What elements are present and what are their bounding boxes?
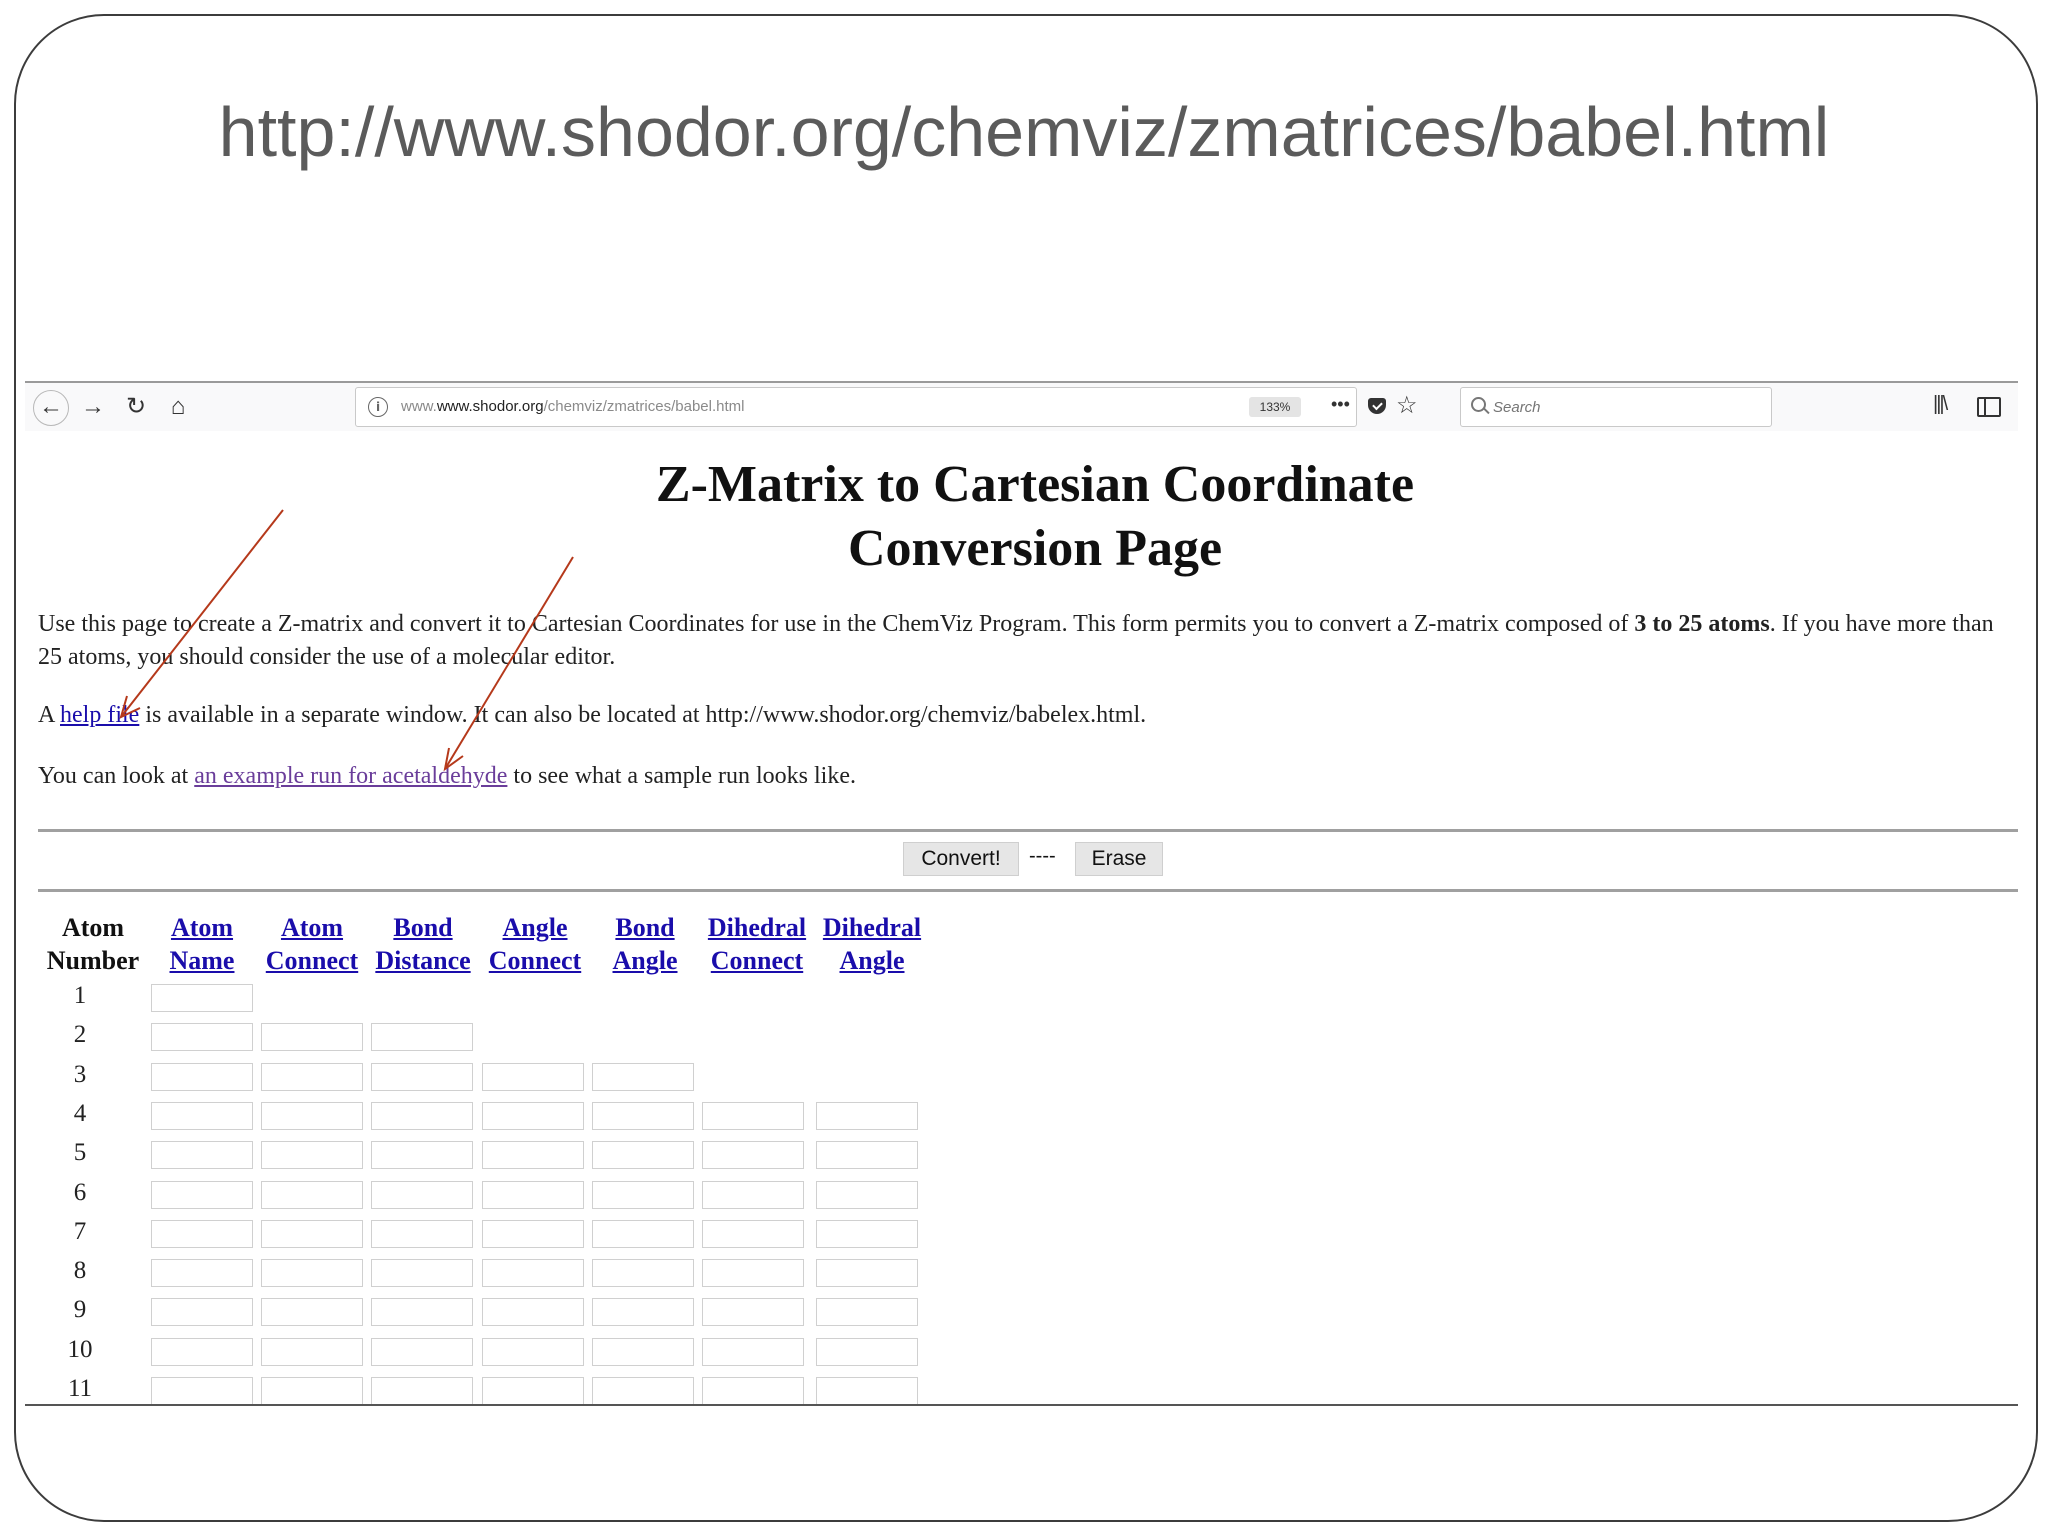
zmatrix-input-dihedral-angle[interactable] (816, 1141, 918, 1169)
zmatrix-input-bond-distance[interactable] (371, 1259, 473, 1287)
zmatrix-input-atom-connect[interactable] (261, 1220, 363, 1248)
divider (38, 889, 2018, 892)
zmatrix-input-bond-distance[interactable] (371, 1063, 473, 1091)
zmatrix-input-bond-distance[interactable] (371, 1102, 473, 1130)
info-icon[interactable]: i (368, 397, 388, 417)
search-input[interactable] (1491, 394, 1765, 420)
zmatrix-input-bond-distance[interactable] (371, 1023, 473, 1051)
example-prefix: You can look at (38, 763, 195, 789)
column-header-7[interactable] (812, 911, 932, 977)
slide-title: http://www.shodor.org/chemviz/zmatrices/babel.html (218, 93, 1830, 171)
atom-number: 6 (73, 1178, 87, 1206)
column-header-link[interactable]: Bond Distance (375, 913, 471, 975)
column-header-6[interactable] (697, 911, 817, 977)
convert-button[interactable]: Convert! (903, 842, 1019, 876)
zmatrix-input-bond-angle[interactable] (592, 1259, 694, 1287)
zmatrix-input-bond-angle[interactable] (592, 1377, 694, 1405)
zmatrix-input-dihedral-angle[interactable] (816, 1298, 918, 1326)
example-run-link[interactable]: an example run for acetaldehyde (194, 763, 508, 789)
zmatrix-input-atom-connect[interactable] (261, 1141, 363, 1169)
zmatrix-input-dihedral-connect[interactable] (702, 1377, 804, 1405)
url-prefix: www. (401, 398, 437, 415)
zmatrix-input-angle-connect[interactable] (482, 1181, 584, 1209)
intro-text-end: . If you have more than 25 atoms, you should consider the use of a molecular editor. (38, 611, 1994, 670)
zmatrix-input-angle-connect[interactable] (482, 1102, 584, 1130)
search-bar[interactable] (1460, 387, 1772, 427)
help-prefix: A (38, 702, 61, 728)
browser-window (25, 381, 2018, 1405)
zmatrix-input-atom-name[interactable] (151, 1298, 253, 1326)
zmatrix-input-bond-angle[interactable] (592, 1298, 694, 1326)
zmatrix-input-angle-connect[interactable] (482, 1063, 584, 1091)
atom-number: 2 (73, 1021, 87, 1049)
zmatrix-input-atom-name[interactable] (151, 1063, 253, 1091)
divider (38, 829, 2018, 832)
search-icon (1471, 397, 1486, 412)
page-heading (25, 453, 2018, 581)
zmatrix-input-atom-connect[interactable] (261, 1102, 363, 1130)
zmatrix-input-atom-connect[interactable] (261, 1063, 363, 1091)
column-header-link[interactable]: Atom Connect (265, 913, 359, 975)
forward-arrow-icon[interactable]: → (81, 393, 105, 420)
zmatrix-input-atom-name[interactable] (151, 984, 253, 1012)
zmatrix-input-dihedral-connect[interactable] (702, 1141, 804, 1169)
zmatrix-input-atom-name[interactable] (151, 1023, 253, 1051)
atom-number: 10 (67, 1335, 93, 1363)
zmatrix-input-bond-angle[interactable] (592, 1338, 694, 1366)
column-header-link[interactable]: Dihedral Angle (822, 913, 922, 975)
zmatrix-input-bond-distance[interactable] (371, 1377, 473, 1405)
zmatrix-input-atom-name[interactable] (151, 1181, 253, 1209)
zmatrix-input-dihedral-connect[interactable] (702, 1220, 804, 1248)
atom-number: 1 (73, 982, 87, 1009)
back-arrow-icon[interactable]: ← (33, 390, 69, 426)
more-actions-icon[interactable]: ••• (1331, 394, 1350, 414)
url-path: /chemviz/zmatrices/babel.html (543, 398, 745, 415)
zmatrix-input-bond-distance[interactable] (371, 1220, 473, 1248)
heading-line-2: Conversion Page (847, 520, 1223, 577)
zmatrix-input-atom-name[interactable] (151, 1220, 253, 1248)
zmatrix-input-atom-connect[interactable] (261, 1181, 363, 1209)
column-header-3[interactable] (368, 911, 478, 977)
zmatrix-input-atom-connect[interactable] (261, 1259, 363, 1287)
zmatrix-input-atom-connect[interactable] (261, 1298, 363, 1326)
zmatrix-input-angle-connect[interactable] (482, 1141, 584, 1169)
zmatrix-input-atom-connect[interactable] (261, 1023, 363, 1051)
help-file-link[interactable]: help file (60, 702, 140, 728)
atom-number: 4 (73, 1099, 87, 1127)
atom-number: 3 (73, 1060, 87, 1088)
zoom-level-badge[interactable]: 133% (1249, 397, 1301, 417)
intro-paragraph (38, 608, 2018, 674)
example-paragraph (38, 760, 2018, 793)
browser-toolbar (25, 381, 2018, 433)
help-paragraph (38, 699, 2018, 732)
zmatrix-input-atom-connect[interactable] (261, 1377, 363, 1405)
zmatrix-input-angle-connect[interactable] (482, 1220, 584, 1248)
atom-number: 11 (67, 1375, 93, 1402)
column-header-2[interactable] (257, 911, 367, 977)
url-host: www.shodor.org (436, 398, 544, 415)
example-suffix: to see what a sample run looks like. (507, 763, 856, 789)
zmatrix-input-dihedral-connect[interactable] (702, 1298, 804, 1326)
home-icon[interactable]: ⌂ (170, 393, 186, 420)
column-header-link[interactable]: Bond Angle (612, 913, 678, 975)
url-bar[interactable] (355, 387, 1418, 427)
zmatrix-input-atom-name[interactable] (151, 1259, 253, 1287)
column-header-1[interactable] (152, 911, 252, 977)
atom-number: 7 (73, 1217, 87, 1245)
zmatrix-input-bond-angle[interactable] (592, 1220, 694, 1248)
zmatrix-input-bond-angle[interactable] (592, 1102, 694, 1130)
zmatrix-input-dihedral-connect[interactable] (702, 1181, 804, 1209)
url-text[interactable] (401, 398, 744, 415)
zmatrix-input-bond-distance[interactable] (371, 1298, 473, 1326)
zmatrix-input-angle-connect[interactable] (482, 1259, 584, 1287)
column-header-link[interactable]: Angle Connect (488, 913, 582, 975)
zmatrix-input-dihedral-angle[interactable] (816, 1338, 918, 1366)
intro-text: Use this page to create a Z-matrix and convert it to Cartesian Coordinates for use in the ChemViz Program. This form permits you to convert a Z-matrix composed of (38, 611, 1635, 637)
column-header-0: Atom Number (46, 913, 140, 975)
reload-icon[interactable]: ↻ (125, 393, 147, 420)
atom-number: 8 (73, 1257, 87, 1285)
sidebar-icon[interactable] (1977, 397, 2001, 417)
erase-button[interactable]: Erase (1075, 842, 1163, 876)
help-suffix: is available in a separate window. It can also be located at http://www.shodor.org/chemviz/babelex.html. (139, 702, 1147, 728)
zmatrix-input-angle-connect[interactable] (482, 1377, 584, 1405)
button-separator: ---- (1029, 845, 1056, 867)
atom-number: 5 (73, 1139, 87, 1167)
zmatrix-input-atom-name[interactable] (151, 1377, 253, 1405)
page-content (25, 431, 2018, 1405)
zmatrix-input-angle-connect[interactable] (482, 1298, 584, 1326)
zmatrix-input-dihedral-connect[interactable] (702, 1102, 804, 1130)
column-header-link[interactable]: Atom Name (169, 913, 235, 975)
atom-range: 3 to 25 atoms (1634, 611, 1770, 637)
zmatrix-input-atom-name[interactable] (151, 1141, 253, 1169)
column-header-link[interactable]: Dihedral Connect (707, 913, 807, 975)
zmatrix-input-dihedral-angle[interactable] (816, 1181, 918, 1209)
zmatrix-input-bond-distance[interactable] (371, 1141, 473, 1169)
column-header-5[interactable] (595, 911, 695, 977)
zmatrix-input-atom-name[interactable] (151, 1102, 253, 1130)
heading-line-1: Z-Matrix to Cartesian Coordinate (655, 456, 1415, 513)
atom-number: 9 (73, 1296, 87, 1324)
zmatrix-input-bond-distance[interactable] (371, 1181, 473, 1209)
zmatrix-input-dihedral-connect[interactable] (702, 1259, 804, 1287)
column-header-4[interactable] (480, 911, 590, 977)
zmatrix-input-angle-connect[interactable] (482, 1338, 584, 1366)
zmatrix-input-dihedral-connect[interactable] (702, 1338, 804, 1366)
zmatrix-input-bond-distance[interactable] (371, 1338, 473, 1366)
zmatrix-input-bond-angle[interactable] (592, 1141, 694, 1169)
zmatrix-input-dihedral-angle[interactable] (816, 1377, 918, 1405)
zmatrix-input-bond-angle[interactable] (592, 1181, 694, 1209)
pocket-icon[interactable] (1368, 398, 1386, 414)
zmatrix-input-bond-angle[interactable] (592, 1063, 694, 1091)
library-icon[interactable]: |||\ (1933, 393, 1947, 415)
browser-bottom-border (25, 1404, 2018, 1406)
zmatrix-input-atom-name[interactable] (151, 1338, 253, 1366)
bookmark-star-icon[interactable]: ☆ (1396, 392, 1418, 419)
zmatrix-input-dihedral-angle[interactable] (816, 1102, 918, 1130)
zmatrix-input-dihedral-angle[interactable] (816, 1259, 918, 1287)
zmatrix-input-atom-connect[interactable] (261, 1338, 363, 1366)
zmatrix-input-dihedral-angle[interactable] (816, 1220, 918, 1248)
